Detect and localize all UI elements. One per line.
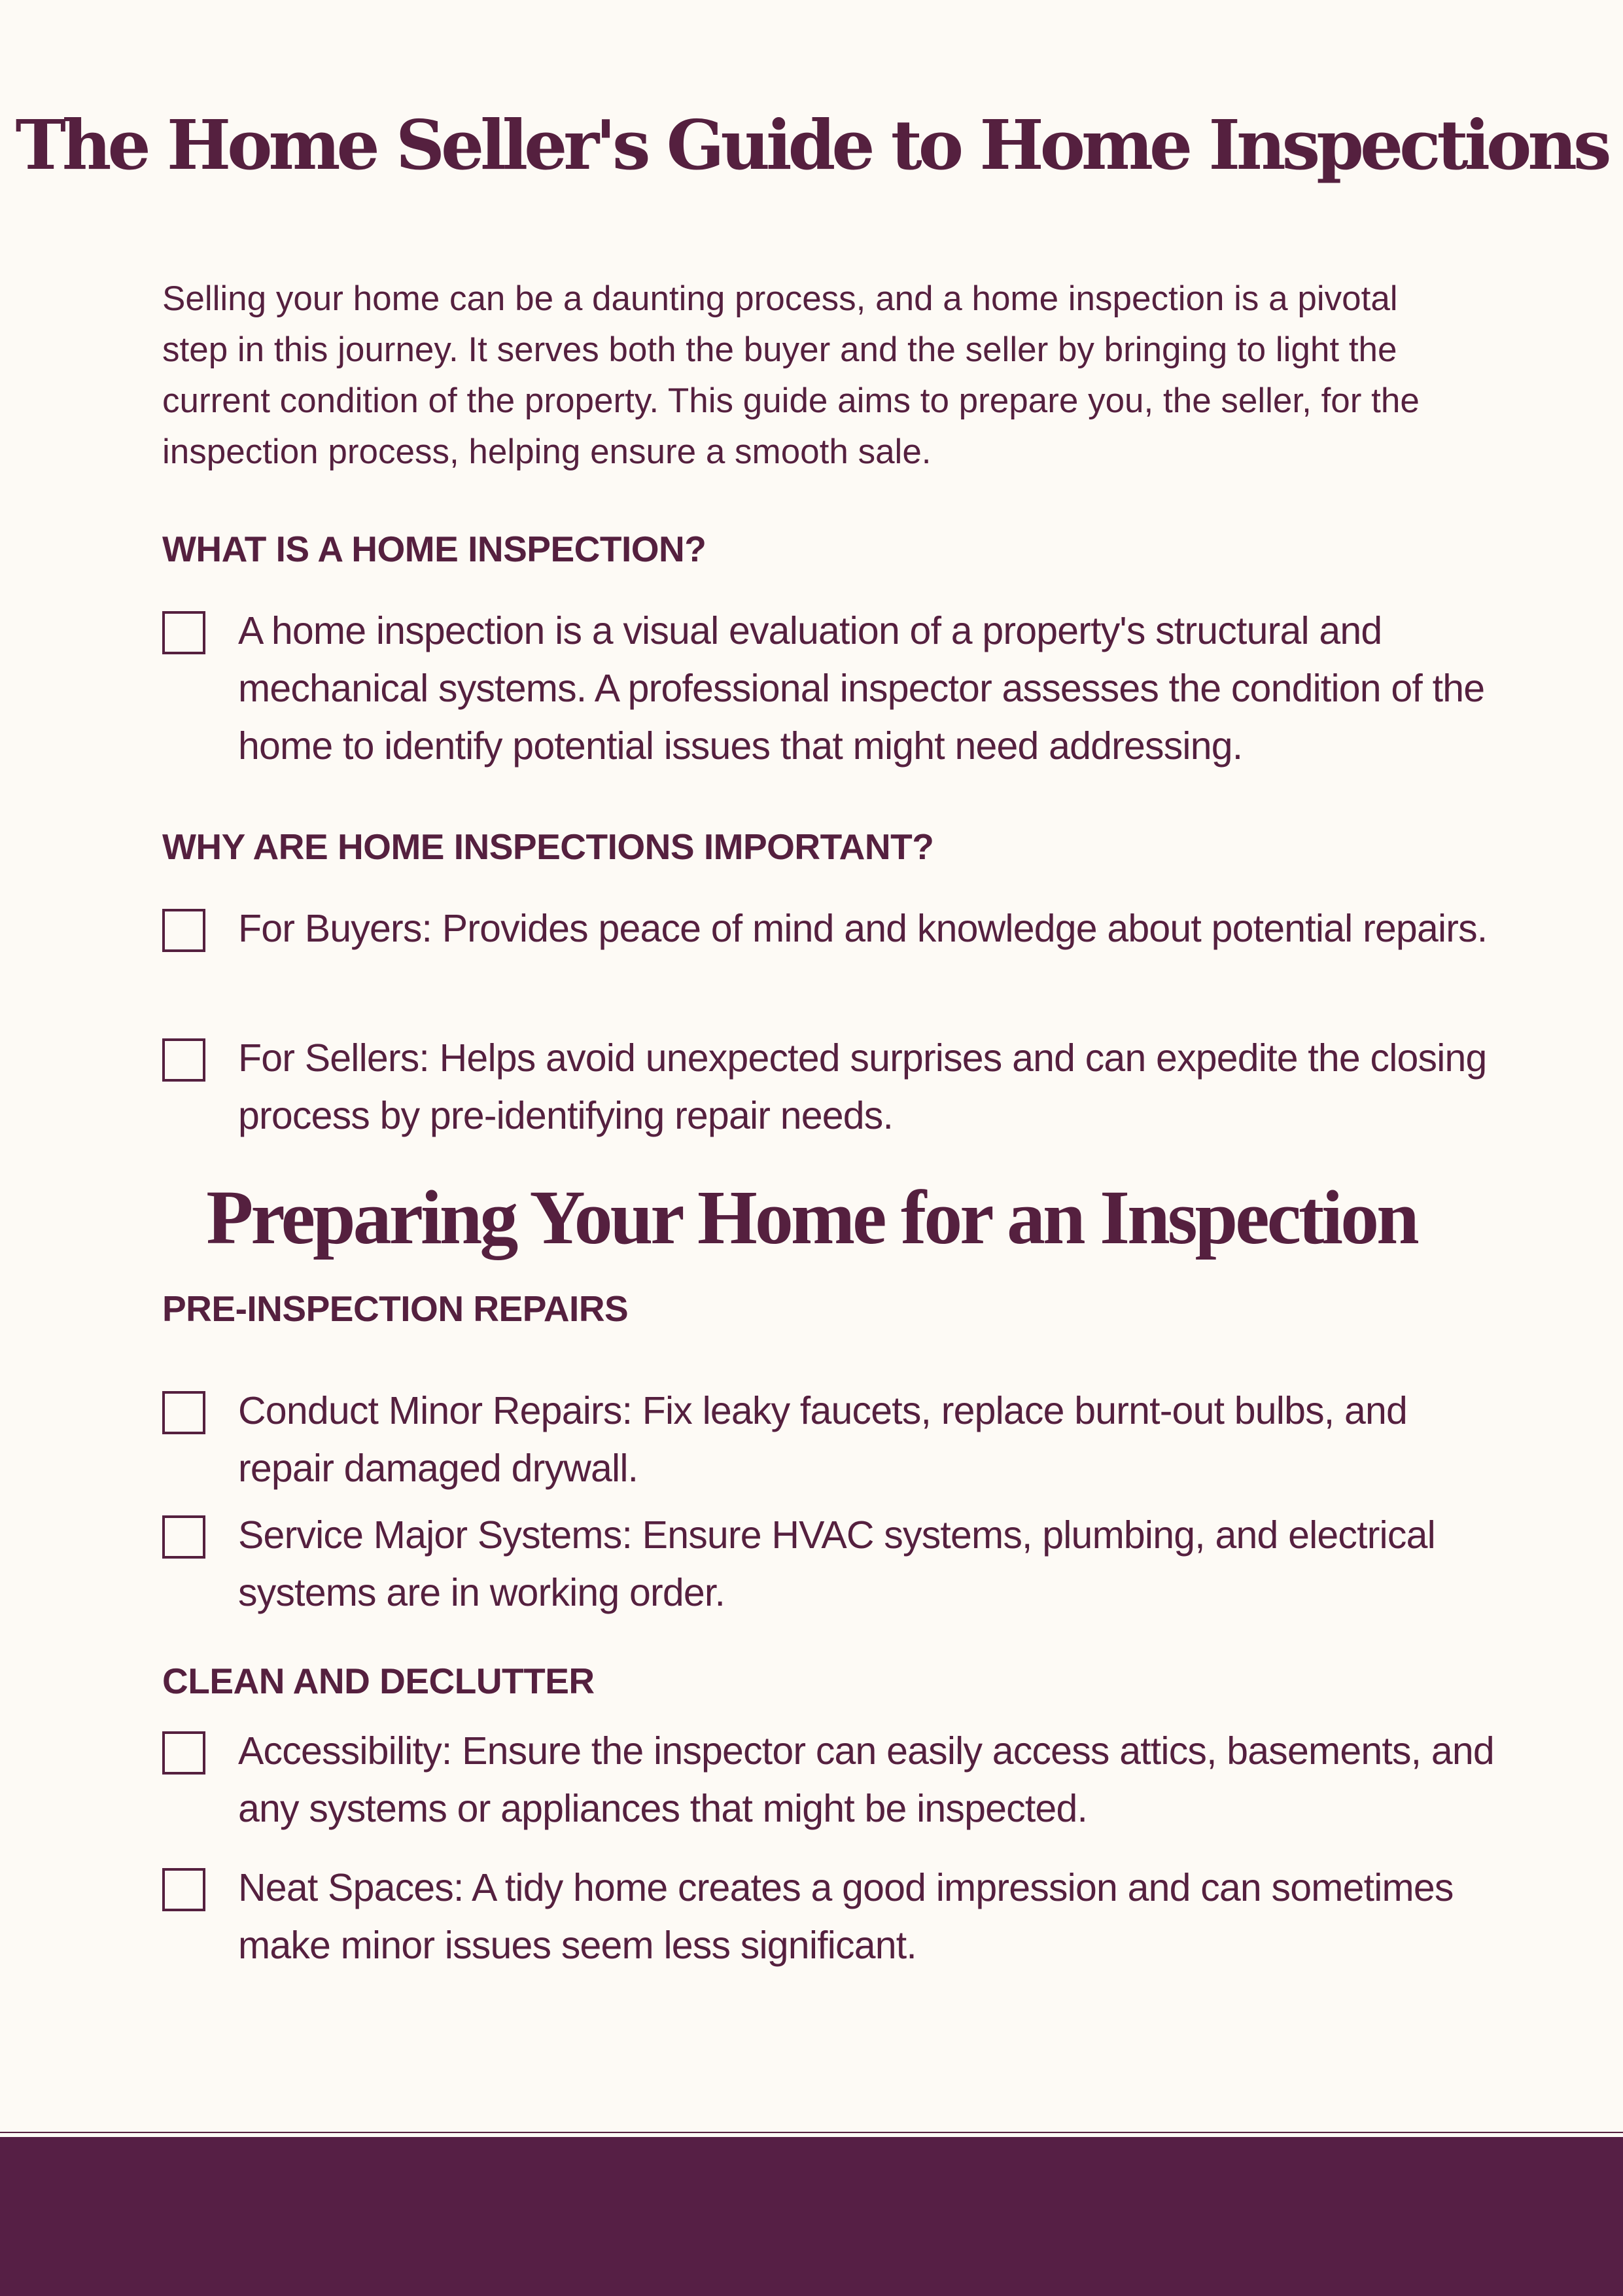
footer-band: [0, 2137, 1623, 2296]
checkbox[interactable]: [162, 1515, 205, 1559]
section-title-preparing: Preparing Your Home for an Inspection: [206, 1174, 1417, 1260]
checklist-item-text: Neat Spaces: A tidy home creates a good impression and can sometimes make minor issues seem less significant.: [238, 1866, 1454, 1967]
checkbox[interactable]: [162, 1038, 205, 1082]
checklist-item-text: A home inspection is a visual evaluation of a property's structural and mechanical systems. A professional inspector assesses the condition of the home to identify potential issues that might need addressing.: [238, 609, 1485, 768]
heading-pre-inspection-repairs: PRE-INSPECTION REPAIRS: [162, 1288, 629, 1329]
intro-paragraph: Selling your home can be a daunting process, and a home inspection is a pivotal step in this journey. It serves both the buyer and the seller by bringing to light the current condition of the property. This guide aims to prepare you, the seller, for the inspection process, helping ensure a smooth sale.: [162, 279, 1420, 471]
checkbox[interactable]: [162, 611, 205, 654]
checklist-item-text: Service Major Systems: Ensure HVAC systems, plumbing, and electrical systems are in working order.: [238, 1513, 1435, 1614]
heading-why-important: WHY ARE HOME INSPECTIONS IMPORTANT?: [162, 826, 934, 867]
checkbox[interactable]: [162, 1731, 205, 1775]
checkbox[interactable]: [162, 909, 205, 952]
checklist-item-text: Accessibility: Ensure the inspector can easily access attics, basements, and any systems or appliances that might be inspected.: [238, 1729, 1494, 1830]
footer-divider: [0, 2132, 1623, 2133]
page-title: The Home Seller's Guide to Home Inspections: [15, 105, 1608, 185]
checklist-item-text: For Sellers: Helps avoid unexpected surprises and can expedite the closing process by pre-identifying repair needs.: [238, 1036, 1487, 1137]
checkbox[interactable]: [162, 1391, 205, 1434]
checklist-item-text: For Buyers: Provides peace of mind and knowledge about potential repairs.: [238, 907, 1488, 950]
checklist-item-text: Conduct Minor Repairs: Fix leaky faucets, replace burnt-out bulbs, and repair damaged drywall.: [238, 1389, 1408, 1490]
heading-clean-declutter: CLEAN AND DECLUTTER: [162, 1661, 595, 1701]
heading-what-is-inspection: WHAT IS A HOME INSPECTION?: [162, 529, 707, 569]
checkbox[interactable]: [162, 1868, 205, 1911]
